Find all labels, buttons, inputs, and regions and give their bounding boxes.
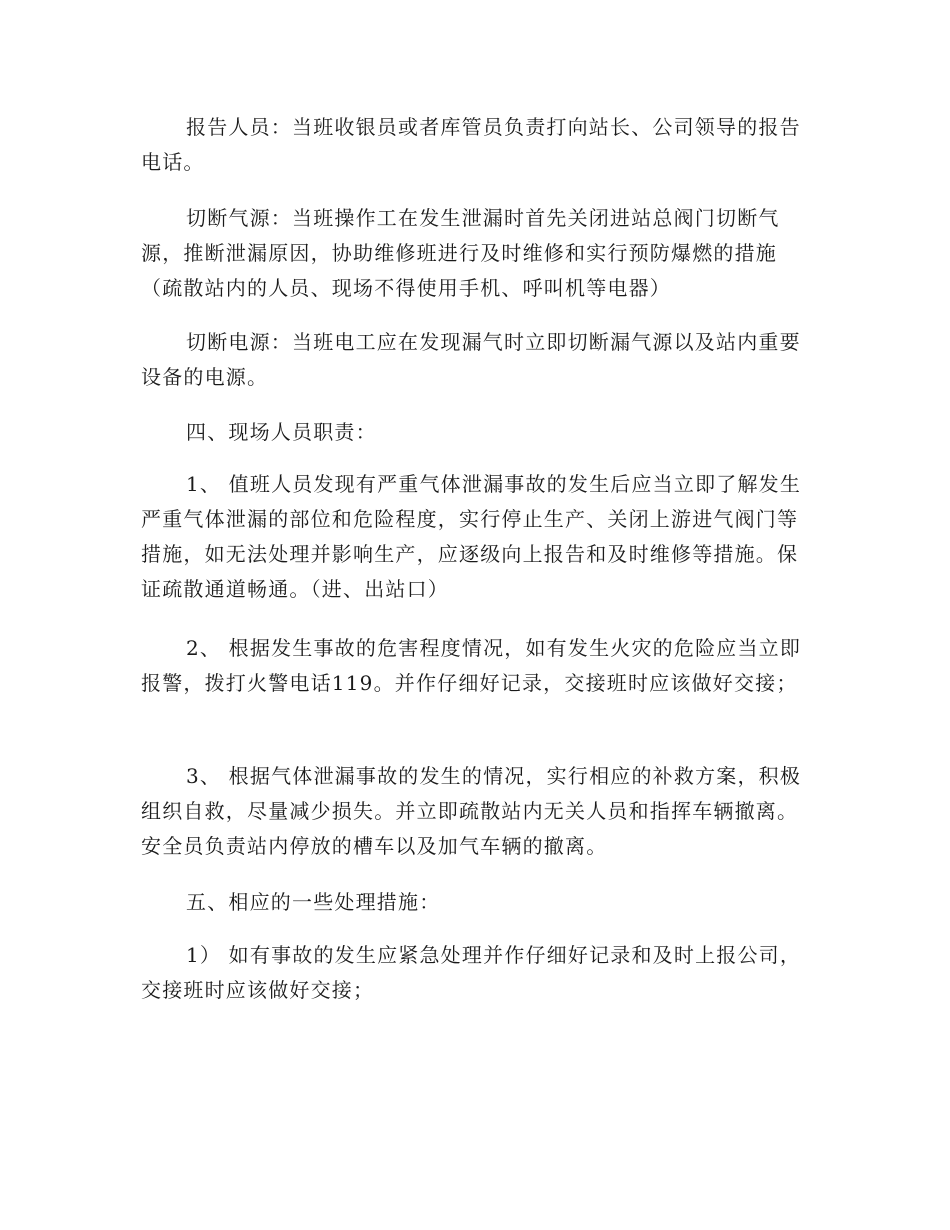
paragraph-duty-item-2: 2、 根据发生事故的危害程度情况，如有发生火灾的危险应当立即报警，拨打火警电话119。并作仔细好记录，交接班时应该做好交接；	[141, 636, 802, 695]
paragraph-cut-gas-source: 切断气源：当班操作工在发生泄漏时首先关闭进站总阀门切断气源，推断泄漏原因，协助维修班进行及时维修和实行预防爆燃的措施（疏散站内的人员、现场不得使用手机、呼叫机等电器）	[141, 206, 780, 300]
section-heading-measures: 五、相应的一些处理措施：	[186, 890, 441, 914]
paragraph-measure-item-1: 1） 如有事故的发生应紧急处理并作仔细好记录和及时上报公司，交接班时应该做好交接；	[141, 943, 802, 1002]
paragraph-cut-power-source: 切断电源：当班电工应在发现漏气时立即切断漏气源以及站内重要设备的电源。	[141, 330, 801, 389]
paragraph-duty-item-1: 1、 值班人员发现有严重气体泄漏事故的发生后应当立即了解发生严重气体泄漏的部位和危险程度，实行停止生产、关闭上游进气阀门等措施，如无法处理并影响生产，应逐级向上报告和及时维修等措施。保证疏散通道畅通。（进、出站口）	[141, 472, 802, 601]
section-heading-staff-duties: 四、现场人员职责：	[186, 420, 377, 444]
paragraph-reporting-personnel: 报告人员：当班收银员或者库管员负责打向站长、公司领导的报告电话。	[141, 115, 801, 174]
paragraph-duty-item-3: 3、 根据气体泄漏事故的发生的情况，实行相应的补救方案，积极组织自救，尽量减少损失。并立即疏散站内无关人员和指挥车辆撤离。安全员负责站内停放的槽车以及加气车辆的撤离。	[141, 764, 802, 858]
